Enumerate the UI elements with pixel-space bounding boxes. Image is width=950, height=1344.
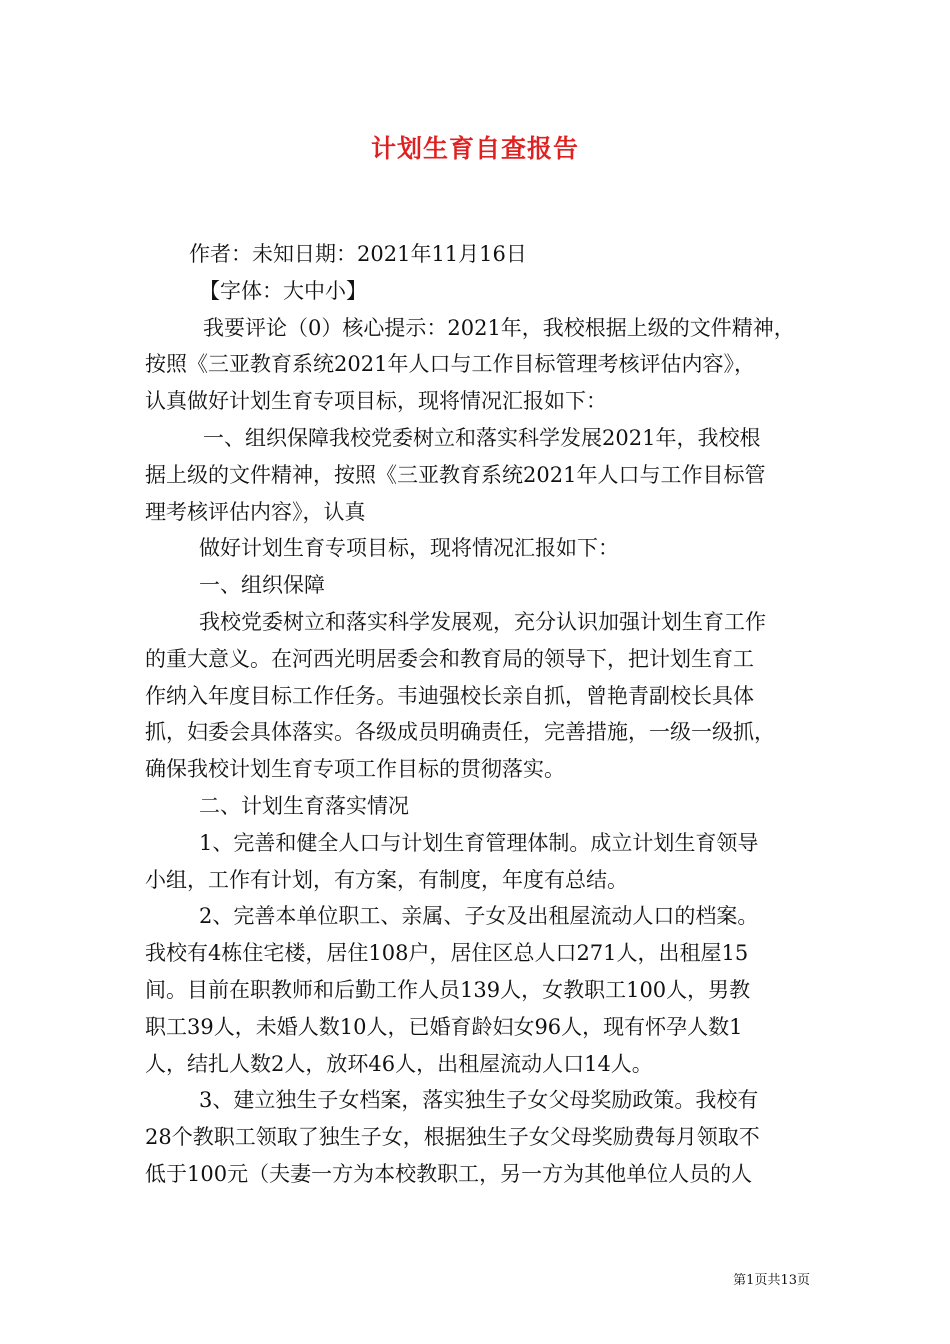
paragraph-line: 一、组织保障 [199, 573, 325, 598]
page-title: 计划生育自查报告 [370, 134, 579, 163]
paragraph-line: 【字体：大中小】 [199, 278, 367, 303]
paragraph-line: 我要评论（0）核心提示：2021年，我校根据上级的文件精神， [203, 315, 795, 340]
paragraph-line: 人，结扎人数2人，放环46人，出租屋流动人口14人。 [145, 1051, 653, 1076]
paragraph-line: 我校有4栋住宅楼，居住108户，居住区总人口271人，出租屋15 [145, 941, 749, 966]
paragraph-line: 一、组织保障我校党委树立和落实科学发展2021年，我校根 [203, 425, 761, 450]
paragraph-line: 认真做好计划生育专项目标，现将情况汇报如下： [145, 389, 607, 414]
paragraph-line: 1、完善和健全人口与计划生育管理体制。成立计划生育领导 [199, 830, 759, 855]
paragraph-line: 做好计划生育专项目标，现将情况汇报如下： [199, 536, 619, 561]
page-number: 第1页共13页 [733, 1273, 810, 1288]
paragraph-line: 的重大意义。在河西光明居委会和教育局的领导下，把计划生育工 [145, 646, 754, 671]
paragraph-line: 28个教职工领取了独生子女，根据独生子女父母奖励费每月领取不 [145, 1125, 760, 1150]
paragraph-line: 抓，妇委会具体落实。各级成员明确责任，完善措施，一级一级抓， [145, 720, 775, 745]
paragraph-line: 作者：未知日期：2021年11月16日 [189, 242, 527, 266]
paragraph-line: 确保我校计划生育专项工作目标的贯彻落实。 [145, 757, 565, 782]
paragraph-line: 职工39人，未婚人数10人，已婚育龄妇女96人，现有怀孕人数1 [145, 1014, 743, 1039]
paragraph-line: 我校党委树立和落实科学发展观，充分认识加强计划生育工作 [199, 609, 766, 634]
paragraph-line: 3、建立独生子女档案，落实独生子女父母奖励政策。我校有 [199, 1088, 759, 1113]
document-body [145, 236, 813, 1193]
paragraph-line: 作纳入年度目标工作任务。韦迪强校长亲自抓，曾艳青副校长具体 [145, 683, 754, 708]
paragraph-line: 理考核评估内容》，认真 [145, 499, 366, 524]
paragraph-line: 小组，工作有计划，有方案，有制度，年度有总结。 [145, 867, 628, 892]
paragraph-line: 间。目前在职教师和后勤工作人员139人，女教职工100人，男教 [145, 977, 751, 1002]
paragraph-line: 据上级的文件精神，按照《三亚教育系统2021年人口与工作目标管 [145, 462, 766, 487]
paragraph-line: 二、计划生育落实情况 [199, 793, 409, 818]
paragraph-line: 按照《三亚教育系统2021年人口与工作目标管理考核评估内容》， [145, 352, 755, 377]
paragraph-line: 2、完善本单位职工、亲属、子女及出租屋流动人口的档案。 [199, 904, 759, 929]
paragraph-line: 低于100元（夫妻一方为本校教职工，另一方为其他单位人员的人 [145, 1161, 753, 1186]
